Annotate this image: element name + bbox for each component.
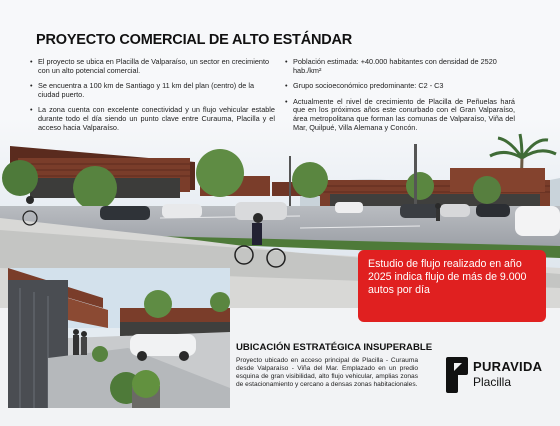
right-bullet-list (285, 58, 515, 139)
puravida-logo-icon (446, 357, 468, 393)
bullet-item: • Actualmente el nivel de crecimiento de Placilla de Peñuelas hará que en los próximos años este conurbado con el Gran Valparaíso, área metropolitana que forman las comunas de Valparaíso, Viña del Mar, Quilpué, Villa Alemana y Concón. (285, 98, 515, 132)
bullet-item: • La zona cuenta con excelente conectividad y un flujo vehicular estable durante todo el día siendo un punto clave entre Curauma, Placilla y el acceso hacia Valparaíso. (30, 106, 275, 132)
left-bullet-list (30, 58, 275, 139)
ubicacion-text: Proyecto ubicado en acceso principal de Placilla - Curauma desde Valparaíso - Viña del Mar. Emplazado en un predio esquina de gran visibilidad, alto flujo vehicular, amplias zonas de estacionamiento y cercano a densas zonas habitacionales. (236, 357, 418, 389)
bullet-item: • Grupo socioeconómico predominante: C2 - C3 (285, 82, 515, 91)
logo-name: PURAVIDA (473, 359, 543, 374)
bullet-item: • Se encuentra a 100 km de Santiago y 11 km del plan (centro) de la ciudad puerto. (30, 82, 275, 99)
traffic-study-callout: Estudio de flujo realizado en año 2025 indica flujo de más de 9.000 autos por día (358, 250, 546, 322)
page-title: PROYECTO COMERCIAL DE ALTO ESTÁNDAR (36, 32, 353, 48)
logo-subtitle: Placilla (473, 375, 512, 389)
puravida-logo (446, 356, 556, 396)
bullet-item: • El proyecto se ubica en Placilla de Valparaíso, un sector en crecimiento con un alto potencial comercial. (30, 58, 275, 75)
bullet-item: • Población estimada: +40.000 habitantes con densidad de 2520 hab./km² (285, 58, 515, 75)
ubicacion-title: UBICACIÓN ESTRATÉGICA INSUPERABLE (236, 342, 433, 353)
storefront-render-image (8, 268, 230, 408)
